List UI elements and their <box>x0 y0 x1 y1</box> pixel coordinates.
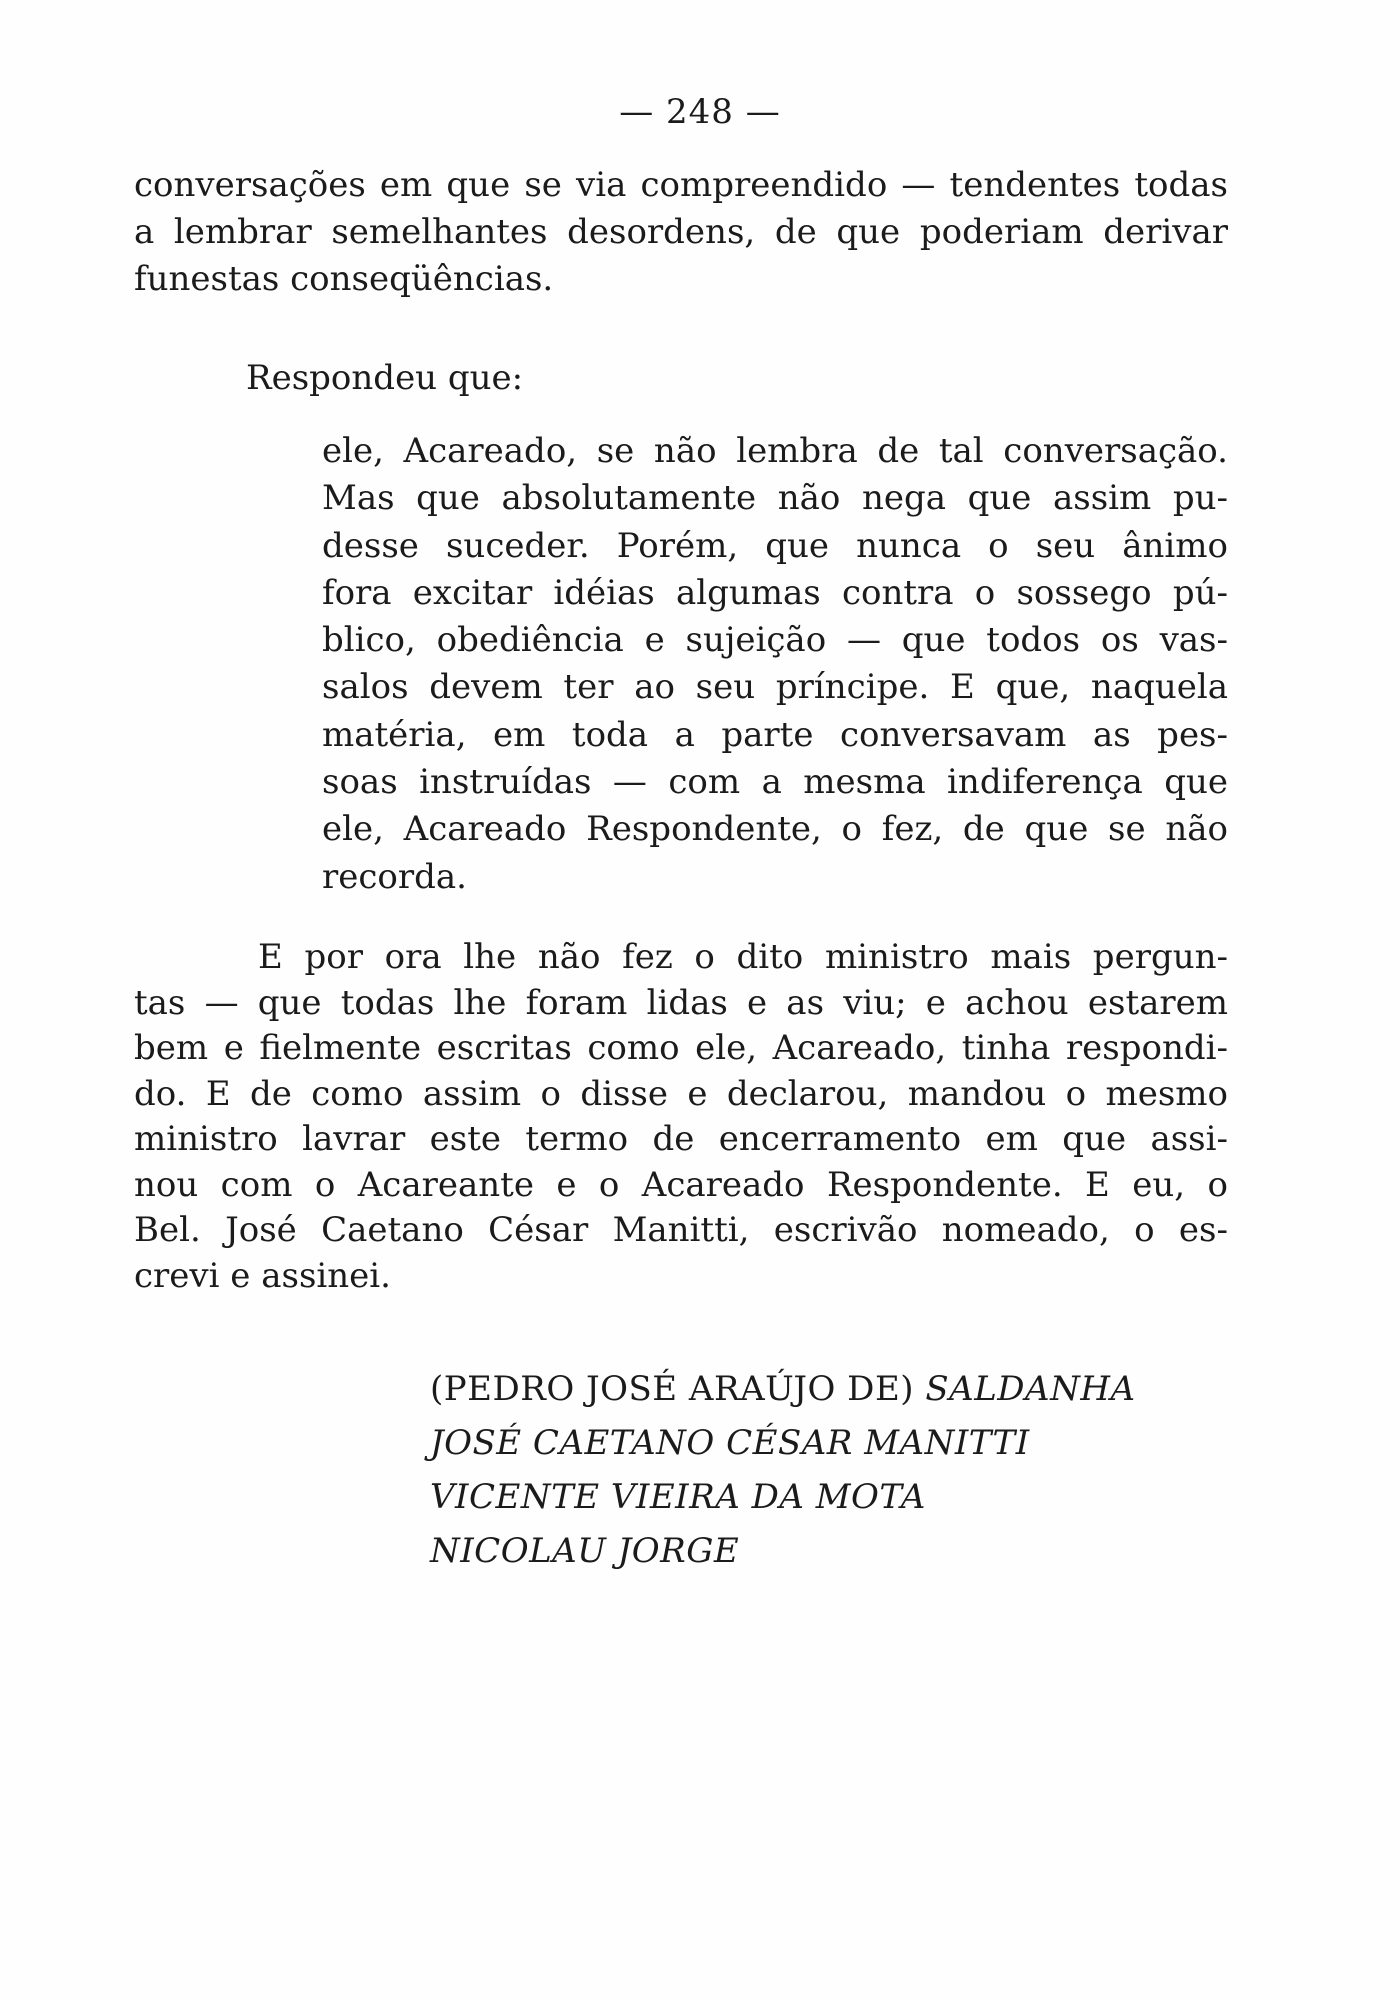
signature-line: VICENTE VIEIRA DA MOTA <box>430 1477 926 1517</box>
text-line: bem e fielmente escritas como ele, Acareado, tinha respondi- <box>134 1028 1228 1068</box>
text-line: fora excitar idéias algumas contra o sossego pú- <box>322 572 1228 613</box>
paragraph-continuation <box>134 162 1228 303</box>
text-line: E por ora lhe não fez o dito ministro mais pergun- <box>258 937 1228 977</box>
text-line: matéria, em toda a parte conversavam as pes- <box>322 714 1228 755</box>
text-line: nou com o Acareante e o Acareado Respondente. E eu, o <box>134 1164 1228 1205</box>
paragraph-closing <box>134 935 1228 1299</box>
text-line: Mas que absolutamente não nega que assim pu- <box>322 478 1228 519</box>
text-line: funestas conseqüências. <box>134 259 554 299</box>
text-line: blico, obediência e sujeição — que todos os vas- <box>322 620 1228 661</box>
text-line: salos devem ter ao seu príncipe. E que, naquela <box>322 667 1228 708</box>
text-line: Bel. José Caetano César Manitti, escrivão nomeado, o es- <box>134 1210 1228 1250</box>
text-line: ministro lavrar este termo de encerramento em que assi- <box>134 1119 1228 1159</box>
text-line: a lembrar semelhantes desordens, de que poderiam derivar <box>134 212 1228 252</box>
text-line: ele, Acareado Respondente, o fez, de que se não <box>322 809 1228 850</box>
signature-name: SALDANHA <box>925 1369 1136 1409</box>
text-line: recorda. <box>322 856 467 897</box>
text-line: soas instruídas — com a mesma indiferença que <box>322 762 1228 803</box>
text-line: tas — que todas lhe foram lidas e as viu; e achou estarem <box>134 982 1228 1023</box>
text-line: crevi e assinei. <box>134 1255 391 1296</box>
page-number: — 248 — <box>619 92 781 132</box>
signature-line <box>430 1362 1230 1416</box>
signature-line: NICOLAU JORGE <box>430 1531 740 1571</box>
text-line: ele, Acareado, se não lembra de tal conversação. <box>322 431 1228 471</box>
signature-prefix: (PEDRO JOSÉ ARAÚJO DE) <box>430 1369 915 1409</box>
response-heading: Respondeu que: <box>246 358 524 398</box>
text-line: desse suceder. Porém, que nunca o seu ânimo <box>322 525 1228 566</box>
text-line: conversações em que se via compreendido — tendentes todas <box>134 165 1228 205</box>
paragraph-response-quote <box>322 428 1228 901</box>
signature-line: JOSÉ CAETANO CÉSAR MANITTI <box>430 1423 1030 1463</box>
text-line: do. E de como assim o disse e declarou, mandou o mesmo <box>134 1073 1228 1114</box>
signature-block <box>430 1362 1230 1578</box>
